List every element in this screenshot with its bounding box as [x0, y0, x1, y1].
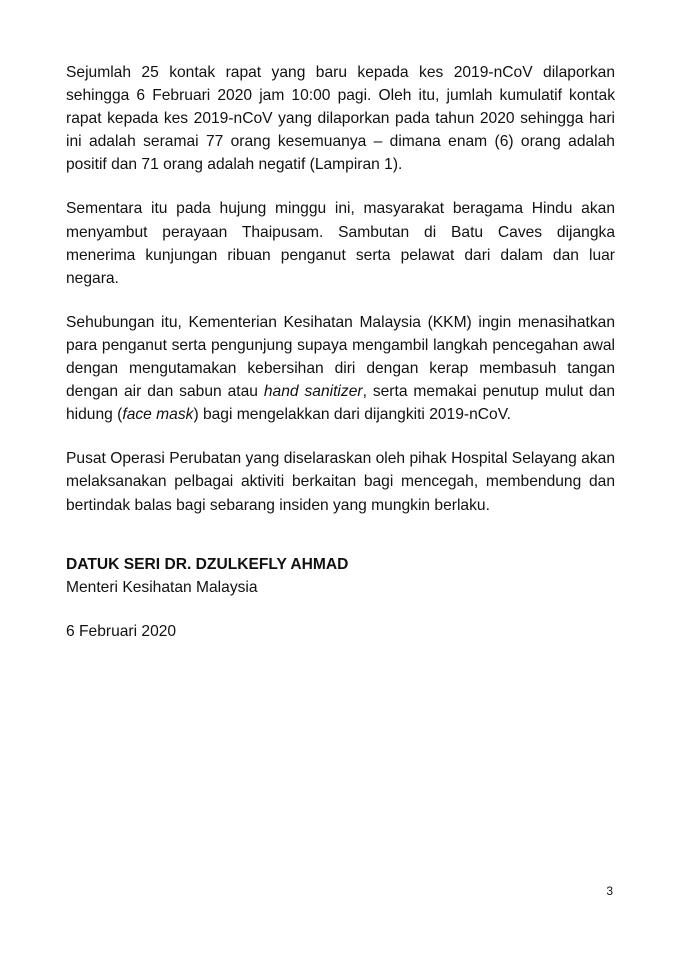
document-body [66, 61, 615, 643]
signatory-title: Menteri Kesihatan Malaysia [66, 578, 258, 596]
paragraph-operations-centre: Pusat Operasi Perubatan yang diselaraskan oleh pihak Hospital Selayang akan melaksanakan pelbagai aktiviti berkaitan bagi mencegah, membendung dan bertindak balas bagi sebarang insiden yang mungkin berlaku. [66, 450, 615, 514]
advice-italic-hand-sanitizer: hand sanitizer [263, 383, 363, 401]
advice-text-part3: ) bagi mengelakkan dari dijangkiti 2019-nCoV. [193, 406, 511, 424]
document-date: 6 Februari 2020 [66, 622, 177, 640]
advice-text-part2: , serta memakai penutup mulut dan hidung ( [66, 383, 615, 424]
paragraph-close-contacts: Sejumlah 25 kontak rapat yang baru kepada kes 2019-nCoV dilaporkan sehingga 6 Februari 2020 jam 10:00 pagi. Oleh itu, jumlah kumulatif kontak rapat kepada kes 2019-nCoV yang dilaporkan pada tahun 2020 sehingga hari ini adalah seramai 77 orang kesemuanya – dimana enam (6) orang adalah positif dan 71 orang adalah negatif (Lampiran 1). [66, 64, 615, 174]
signatory-name: DATUK SERI DR. DZULKEFLY AHMAD [66, 555, 349, 573]
advice-text-part1: Sehubungan itu, Kementerian Kesihatan Malaysia (KKM) ingin menasihatkan para penganut serta pengunjung supaya mengambil langkah pencegahan awal dengan mengutamakan kebersihan diri dengan kerap membasuh tangan dengan air dan sabun atau [66, 313, 615, 401]
page-number: 3 [606, 884, 613, 898]
advice-italic-face-mask: face mask [122, 406, 194, 424]
paragraph-advice [66, 311, 615, 426]
paragraph-thaipusam: Sementara itu pada hujung minggu ini, masyarakat beragama Hindu akan menyambut perayaan Thaipusam. Sambutan di Batu Caves dijangka menerima kunjungan ribuan penganut serta pelawat dari dalam dan luar negara. [66, 200, 615, 287]
